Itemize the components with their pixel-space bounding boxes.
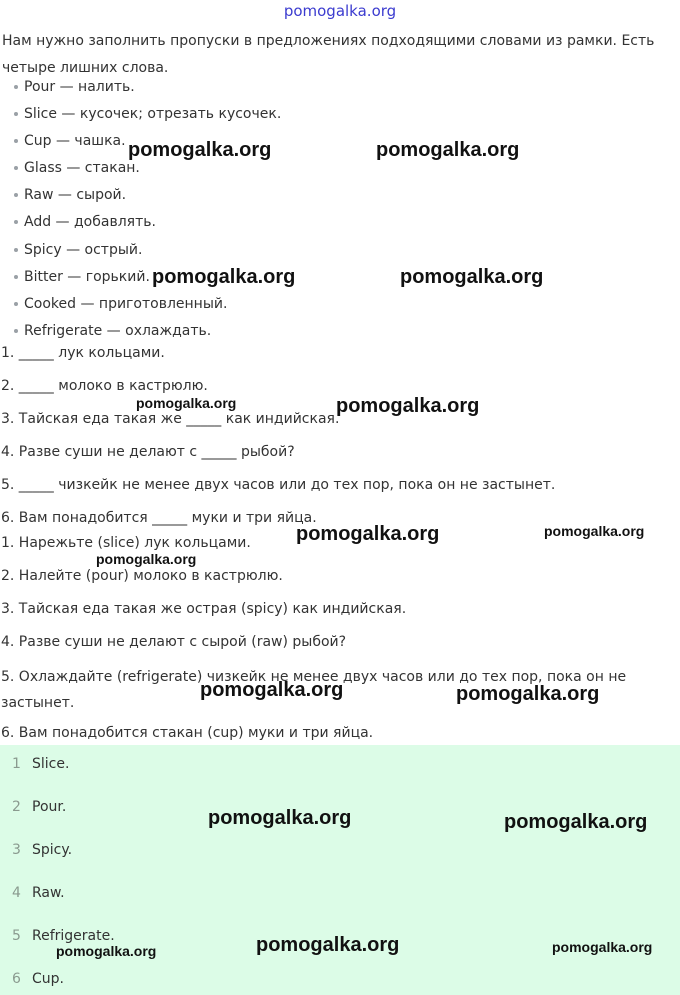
watermark: pomogalka.org bbox=[544, 523, 645, 539]
answer-text: Slice. bbox=[32, 756, 70, 772]
answer-text: Pour. bbox=[32, 799, 67, 815]
translated-sentence: 6. Вам понадобится стакан (cup) муки и три яйца. bbox=[1, 725, 374, 741]
watermark: pomogalka.org bbox=[208, 807, 352, 829]
vocab-item: Slice — кусочек; отрезать кусочек. bbox=[24, 103, 281, 130]
exercise-sentence: 1. _____ лук кольцами. bbox=[1, 345, 165, 361]
watermark: pomogalka.org bbox=[376, 139, 520, 161]
watermark: pomogalka.org bbox=[336, 395, 480, 417]
answer-item bbox=[12, 754, 69, 774]
exercise-sentence: 2. _____ молоко в кастрюлю. bbox=[1, 378, 208, 394]
answer-text: Raw. bbox=[32, 885, 65, 901]
translated-sentence: 3. Тайская еда такая же острая (spicy) как индийская. bbox=[1, 601, 407, 617]
translated-sentence: 1. Нарежьте (slice) лук кольцами. bbox=[1, 535, 251, 551]
vocab-item: Spicy — острый. bbox=[24, 239, 281, 266]
exercise-sentence: 5. _____ чизкейк не менее двух часов или до тех пор, пока он не застынет. bbox=[1, 477, 556, 493]
watermark: pomogalka.org bbox=[56, 943, 157, 959]
answer-number: 2 bbox=[12, 799, 21, 815]
translated-sentence: 5. Охлаждайте (refrigerate) чизкейк не менее двух часов или до тех пор, пока он не застынет. bbox=[1, 669, 627, 711]
answer-text: Spicy. bbox=[32, 842, 73, 858]
vocab-item: Refrigerate — охлаждать. bbox=[24, 320, 281, 347]
vocab-item: Pour — налить. bbox=[24, 76, 281, 103]
watermark: pomogalka.org bbox=[400, 266, 544, 288]
answer-number: 3 bbox=[12, 842, 21, 858]
answer-number: 6 bbox=[12, 971, 21, 987]
vocab-item: Cooked — приготовленный. bbox=[24, 293, 281, 320]
answer-item bbox=[12, 840, 72, 860]
watermark: pomogalka.org bbox=[256, 934, 400, 956]
watermark: pomogalka.org bbox=[128, 139, 272, 161]
intro-text: Нам нужно заполнить пропуски в предложениях подходящими словами из рамки. Есть четыре лишних слова. bbox=[2, 33, 655, 76]
answer-number: 1 bbox=[12, 756, 21, 772]
exercise-sentence: 4. Разве суши не делают с _____ рыбой? bbox=[1, 444, 295, 460]
watermark: pomogalka.org bbox=[296, 523, 440, 545]
watermark: pomogalka.org bbox=[136, 395, 237, 411]
answer-text: Refrigerate. bbox=[32, 928, 115, 944]
exercise-sentence: 6. Вам понадобится _____ муки и три яйца. bbox=[1, 510, 317, 526]
watermark: pomogalka.org bbox=[200, 679, 344, 701]
vocab-item: Glass — стакан. bbox=[24, 157, 281, 184]
watermark: pomogalka.org bbox=[96, 551, 197, 567]
watermark: pomogalka.org bbox=[456, 683, 600, 705]
vocabulary-list bbox=[24, 76, 281, 347]
exercise-sentences bbox=[1, 342, 673, 537]
watermark: pomogalka.org bbox=[152, 266, 296, 288]
answer-item bbox=[12, 883, 65, 903]
answer-item bbox=[12, 969, 64, 989]
answer-number: 5 bbox=[12, 928, 21, 944]
answer-text: Cup. bbox=[32, 971, 64, 987]
vocab-item: Cup — чашка. bbox=[24, 130, 281, 157]
translated-sentence: 4. Разве суши не делают с сырой (raw) рыбой? bbox=[1, 634, 347, 650]
exercise-sentence: 3. Тайская еда такая же _____ как индийская. bbox=[1, 411, 340, 427]
watermark: pomogalka.org bbox=[552, 939, 653, 955]
vocab-item: Raw — сырой. bbox=[24, 184, 281, 211]
translated-sentence: 2. Налейте (pour) молоко в кастрюлю. bbox=[1, 568, 283, 584]
vocab-item: Add — добавлять. bbox=[24, 211, 281, 238]
answer-number: 4 bbox=[12, 885, 21, 901]
answer-item bbox=[12, 797, 66, 817]
site-title[interactable]: pomogalka.org bbox=[283, 2, 397, 20]
vocab-item: Bitter — горький. bbox=[24, 266, 281, 293]
watermark: pomogalka.org bbox=[504, 811, 648, 833]
